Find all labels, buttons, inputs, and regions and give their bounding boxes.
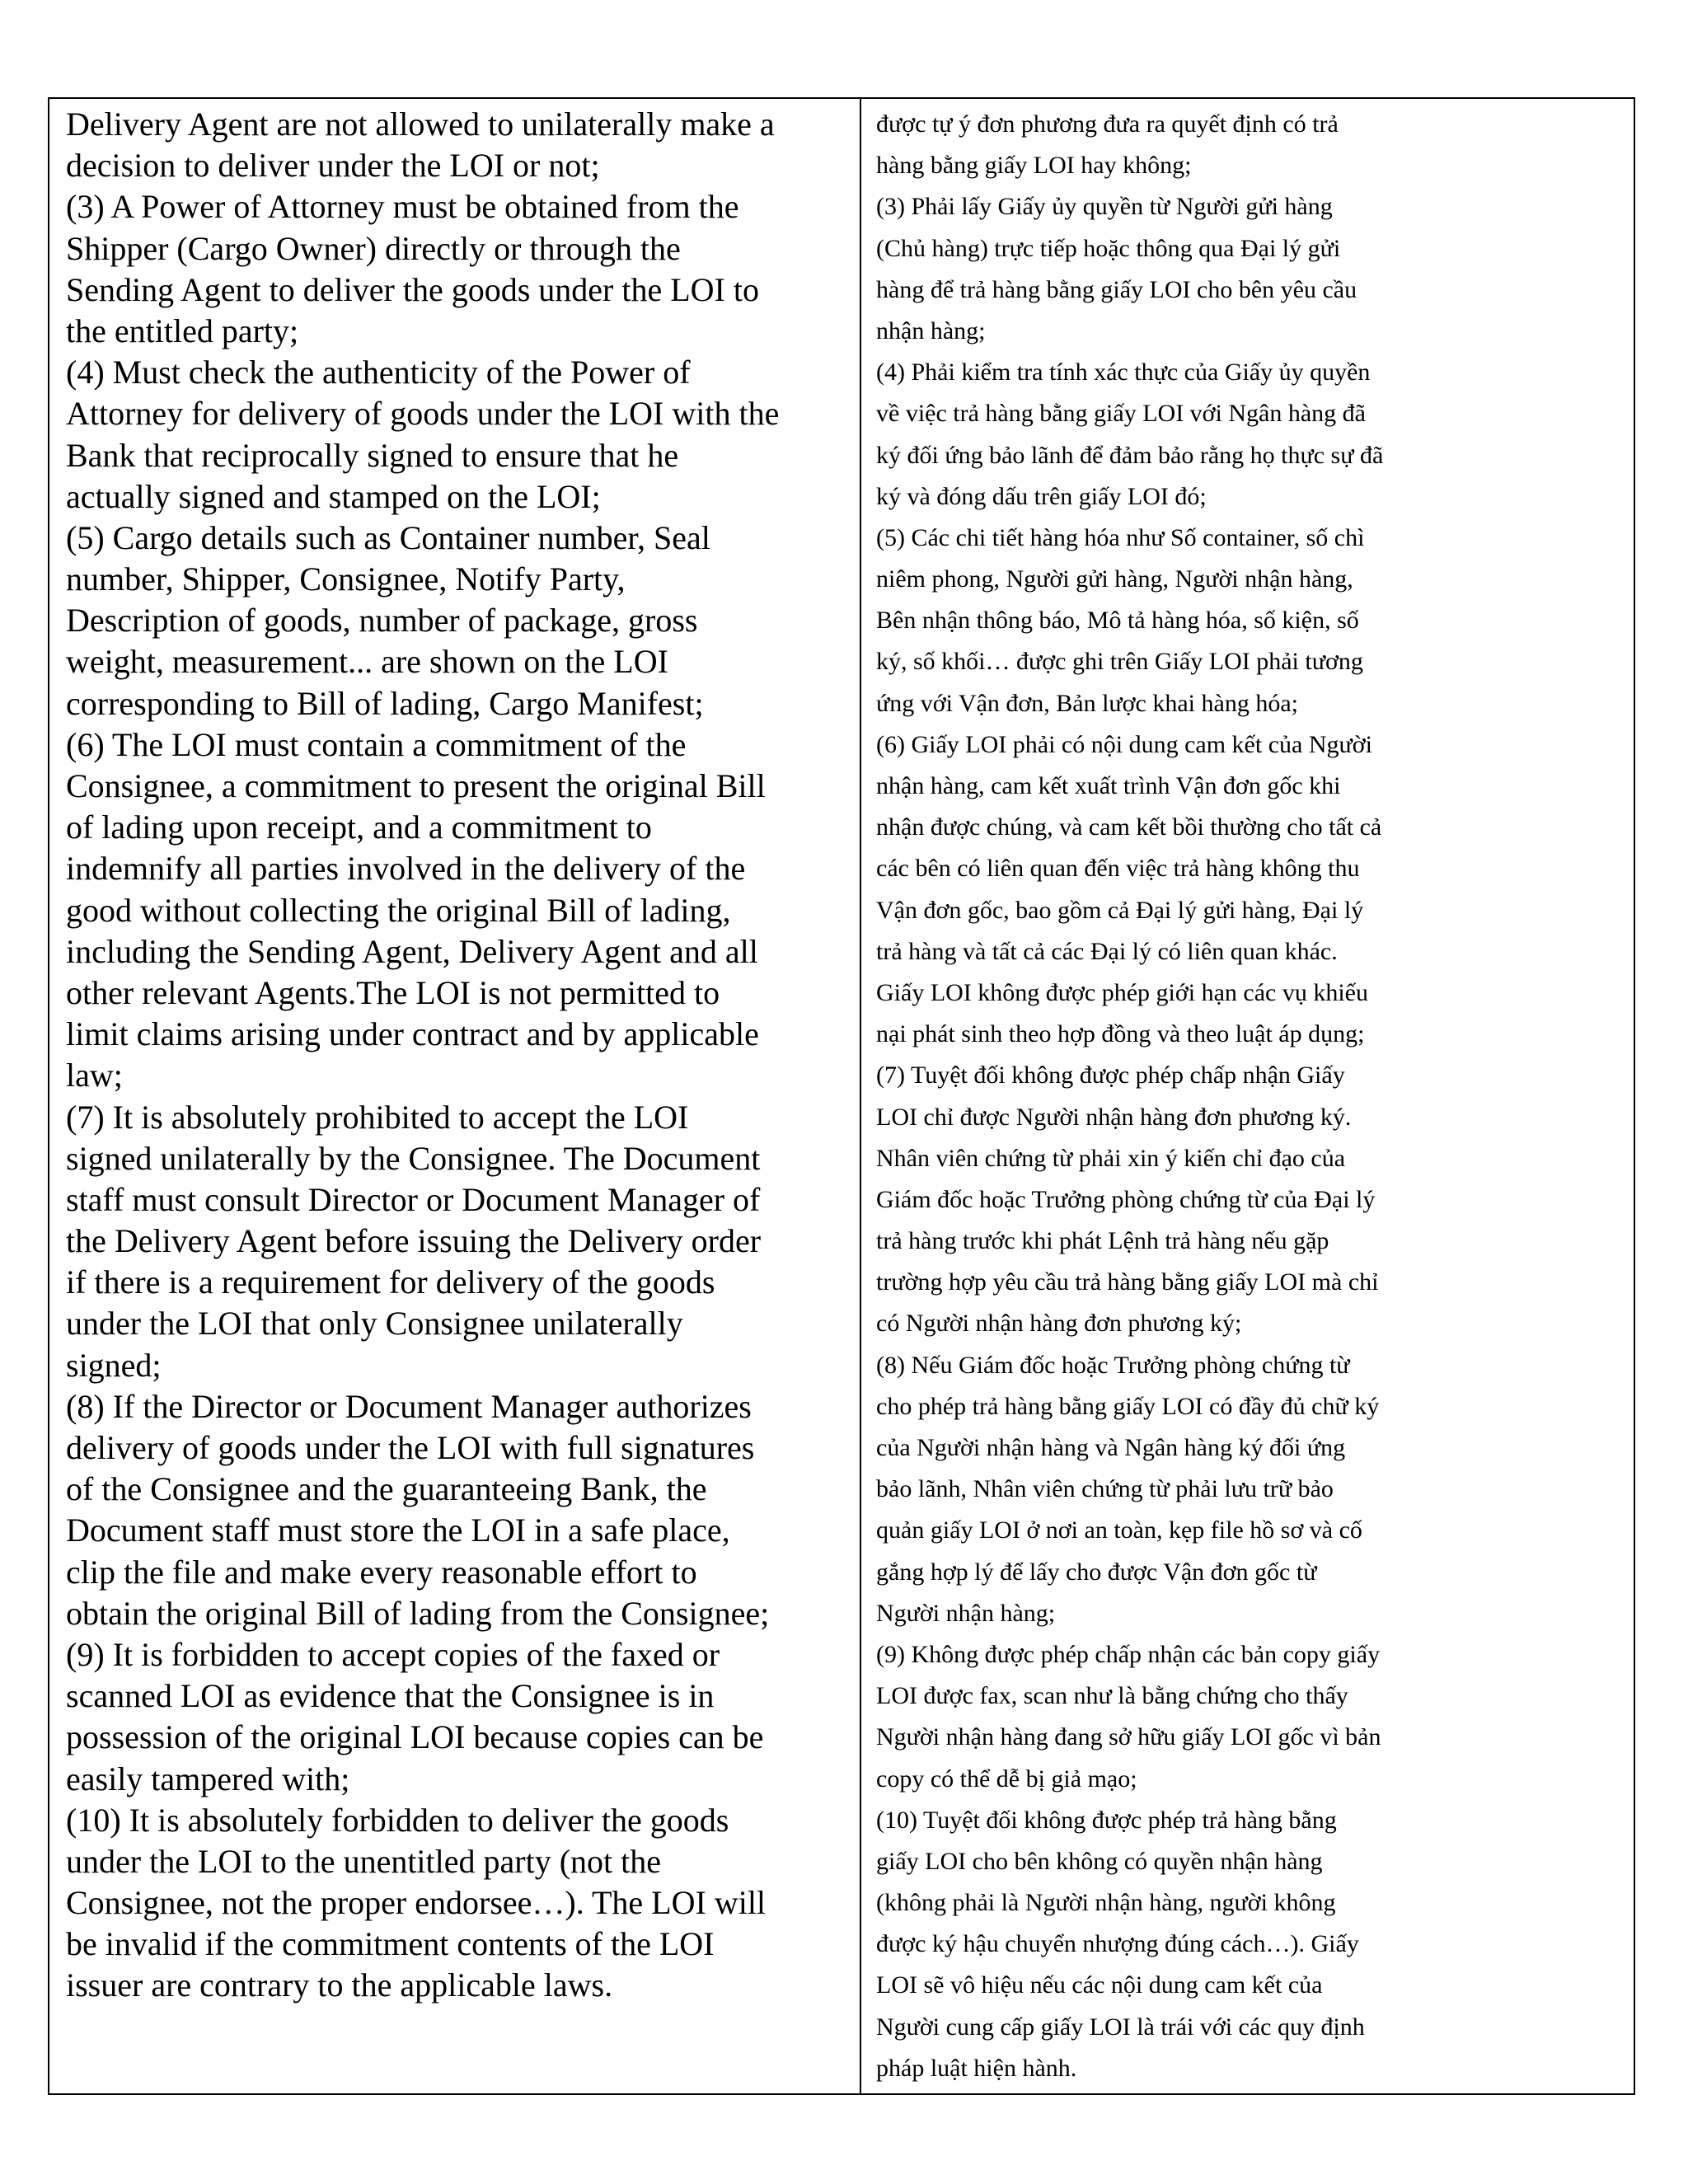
vietnamese-text-line: của Người nhận hàng và Ngân hàng ký đối ứng (876, 1434, 1346, 1461)
vietnamese-text-line: Người cung cấp giấy LOI là trái với các quy định (876, 2013, 1365, 2041)
vietnamese-text-line: Giấy LOI không được phép giới hạn các vụ khiếu (876, 978, 1368, 1006)
english-text-line: easily tampered with; (66, 1760, 350, 1797)
vietnamese-text-line: nại phát sinh theo hợp đồng và theo luật áp dụng; (876, 1020, 1365, 1048)
vietnamese-text-line: có Người nhận hàng đơn phương ký; (876, 1310, 1242, 1338)
vietnamese-text-line: (5) Các chi tiết hàng hóa như Số container, số chì (876, 523, 1365, 551)
vietnamese-text-line: hàng để trả hàng bằng giấy LOI cho bên yêu cầu (876, 275, 1357, 303)
english-text-line: (9) It is forbidden to accept copies of the faxed or (66, 1635, 720, 1673)
vietnamese-text-line: trường hợp yêu cầu trả hàng bằng giấy LOI mà chỉ (876, 1268, 1379, 1296)
english-text-line: Attorney for delivery of goods under the LOI with the (66, 395, 780, 433)
english-text-line: Sending Agent to deliver the goods under the LOI to (66, 270, 759, 308)
vietnamese-text-line: gắng hợp lý để lấy cho được Vận đơn gốc từ (876, 1558, 1317, 1586)
vietnamese-text-line: được ký hậu chuyển nhượng đúng cách…). Giấy (876, 1930, 1359, 1958)
english-text-line: under the LOI to the unentitled party (not the (66, 1842, 662, 1880)
english-text-line: be invalid if the commitment contents of the LOI (66, 1925, 715, 1963)
english-text-line: other relevant Agents.The LOI is not permitted to (66, 973, 720, 1011)
english-text-line: scanned LOI as evidence that the Consignee is in (66, 1677, 715, 1715)
english-text-line: number, Shipper, Consignee, Notify Party, (66, 560, 626, 598)
english-text-line: signed unilaterally by the Consignee. The Document (66, 1139, 761, 1177)
english-text-line: staff must consult Director or Document Manager of (66, 1180, 761, 1218)
vietnamese-text-line: về việc trả hàng bằng giấy LOI với Ngân hàng đã (876, 400, 1366, 428)
english-text-line: of lading upon receipt, and a commitment to (66, 808, 652, 846)
vietnamese-text-line: các bên có liên quan đến việc trả hàng không thu (876, 855, 1360, 883)
english-text-line: Description of goods, number of package, gross (66, 602, 698, 640)
vietnamese-text-line: nhận được chúng, và cam kết bồi thường cho tất cả (876, 813, 1382, 841)
english-text-line: (8) If the Director or Document Manager authorizes (66, 1387, 752, 1425)
english-text-line: obtain the original Bill of lading from the Consignee; (66, 1594, 770, 1632)
vietnamese-text-line: giấy LOI cho bên không có quyền nhận hàng (876, 1847, 1323, 1875)
english-text-line: (4) Must check the authenticity of the Power of (66, 354, 691, 391)
english-text-line: (5) Cargo details such as Container number, Seal (66, 518, 710, 556)
english-text-line: (3) A Power of Attorney must be obtained from the (66, 188, 739, 226)
english-text-line: the entitled party; (66, 312, 299, 349)
vietnamese-text-line: ứng với Vận đơn, Bản lược khai hàng hóa; (876, 689, 1298, 717)
english-text-line: the Delivery Agent before issuing the Delivery order (66, 1222, 762, 1260)
vietnamese-text-line: cho phép trả hàng bằng giấy LOI có đầy đủ chữ ký (876, 1392, 1380, 1420)
vietnamese-text-line: hàng bằng giấy LOI hay không; (876, 152, 1192, 180)
vietnamese-text-line: ký đối ứng bảo lãnh để đảm bảo rằng họ thực sự đã (876, 441, 1384, 469)
vietnamese-column (861, 99, 1634, 2093)
vietnamese-text-line: Người nhận hàng đang sở hữu giấy LOI gốc vì bản (876, 1723, 1381, 1751)
english-text-line: issuer are contrary to the applicable laws. (66, 1966, 613, 2004)
vietnamese-text-line: copy có thể dễ bị giả mạo; (876, 1765, 1137, 1793)
english-text-line: indemnify all parties involved in the delivery of the (66, 850, 746, 888)
english-text-line: under the LOI that only Consignee unilaterally (66, 1305, 683, 1343)
vietnamese-text-line: Nhân viên chứng từ phải xin ý kiến chỉ đạo của (876, 1144, 1346, 1172)
english-text-line: Delivery Agent are not allowed to unilaterally make a (66, 105, 775, 143)
vietnamese-text-line: (8) Nếu Giám đốc hoặc Trưởng phòng chứng từ (876, 1351, 1350, 1379)
vietnamese-text-line: (không phải là Người nhận hàng, người không (876, 1889, 1336, 1917)
vietnamese-text-line: LOI chỉ được Người nhận hàng đơn phương ký. (876, 1103, 1352, 1131)
vietnamese-text-line: được tự ý đơn phương đưa ra quyết định có trả (876, 110, 1339, 138)
vietnamese-text-line: Vận đơn gốc, bao gồm cả Đại lý gửi hàng, Đại lý (876, 896, 1364, 924)
vietnamese-text-line: trả hàng và tất cả các Đại lý có liên quan khác. (876, 937, 1338, 965)
english-text-line: including the Sending Agent, Delivery Agent and all (66, 932, 758, 970)
vietnamese-text-line: Người nhận hàng; (876, 1599, 1056, 1627)
english-text-line: if there is a requirement for delivery of the goods (66, 1263, 715, 1301)
vietnamese-text-line: Giám đốc hoặc Trưởng phòng chứng từ của Đại lý (876, 1185, 1376, 1213)
vietnamese-text-line: quản giấy LOI ở nơi an toàn, kẹp file hồ sơ và cố (876, 1516, 1362, 1544)
vietnamese-text-line: bảo lãnh, Nhân viên chứng từ phải lưu trữ bảo (876, 1475, 1334, 1503)
english-text-line: Consignee, not the proper endorsee…). The LOI will (66, 1884, 767, 1922)
vietnamese-text-line: Bên nhận thông báo, Mô tả hàng hóa, số kiện, số (876, 607, 1359, 635)
vietnamese-text-line: (10) Tuyệt đối không được phép trả hàng bằng (876, 1806, 1337, 1834)
vietnamese-text-line: LOI sẽ vô hiệu nếu các nội dung cam kết của (876, 1971, 1323, 1999)
english-text-line: law; (66, 1057, 123, 1094)
vietnamese-text-line: (6) Giấy LOI phải có nội dung cam kết của Người (876, 730, 1372, 758)
vietnamese-text-line: ký và đóng dấu trên giấy LOI đó; (876, 482, 1207, 510)
vietnamese-text-line: (Chủ hàng) trực tiếp hoặc thông qua Đại lý gửi (876, 234, 1341, 262)
english-text-line: clip the file and make every reasonable effort to (66, 1553, 697, 1591)
vietnamese-text-line: niêm phong, Người gửi hàng, Người nhận hàng, (876, 565, 1353, 593)
english-text-line: (6) The LOI must contain a commitment of the (66, 725, 687, 763)
vietnamese-text-line: trả hàng trước khi phát Lệnh trả hàng nếu gặp (876, 1227, 1329, 1255)
vietnamese-text-line: (4) Phải kiểm tra tính xác thực của Giấy ủy quyền (876, 359, 1371, 387)
vietnamese-text-line: (3) Phải lấy Giấy ủy quyền từ Người gửi hàng (876, 193, 1333, 221)
english-text-line: (7) It is absolutely prohibited to accept the LOI (66, 1098, 689, 1136)
english-text-line: good without collecting the original Bill of lading, (66, 891, 731, 929)
english-text-line: decision to deliver under the LOI or not; (66, 147, 600, 185)
vietnamese-text-line: LOI được fax, scan như là bằng chứng cho thấy (876, 1682, 1348, 1710)
english-text-line: Consignee, a commitment to present the original Bill (66, 767, 766, 804)
english-text-line: weight, measurement... are shown on the LOI (66, 643, 668, 681)
english-text-line: signed; (66, 1346, 162, 1384)
english-text-line: corresponding to Bill of lading, Cargo Manifest; (66, 684, 704, 722)
vietnamese-text-line: nhận hàng, cam kết xuất trình Vận đơn gốc khi (876, 772, 1341, 799)
english-text-line: Document staff must store the LOI in a safe place, (66, 1511, 730, 1549)
english-text-line: of the Consignee and the guaranteeing Bank, the (66, 1470, 707, 1508)
english-text-line: limit claims arising under contract and by applicable (66, 1015, 759, 1053)
english-text-line: Bank that reciprocally signed to ensure that he (66, 436, 679, 474)
vietnamese-text-line: ký, số khối… được ghi trên Giấy LOI phải tương (876, 648, 1363, 676)
vietnamese-text-line: nhận hàng; (876, 316, 986, 344)
english-text-line: possession of the original LOI because copies can be (66, 1718, 764, 1756)
vietnamese-text-line: (7) Tuyệt đối không được phép chấp nhận Giấy (876, 1062, 1345, 1090)
english-text-line: (10) It is absolutely forbidden to deliver the goods (66, 1801, 729, 1839)
english-text-line: actually signed and stamped on the LOI; (66, 477, 601, 515)
vietnamese-text-line: pháp luật hiện hành. (876, 2054, 1077, 2082)
english-column (49, 99, 861, 2093)
english-text-line: delivery of goods under the LOI with full signatures (66, 1429, 755, 1466)
vietnamese-text-line: (9) Không được phép chấp nhận các bản copy giấy (876, 1640, 1381, 1668)
bilingual-table (48, 97, 1635, 2095)
english-text-line: Shipper (Cargo Owner) directly or through the (66, 229, 681, 267)
